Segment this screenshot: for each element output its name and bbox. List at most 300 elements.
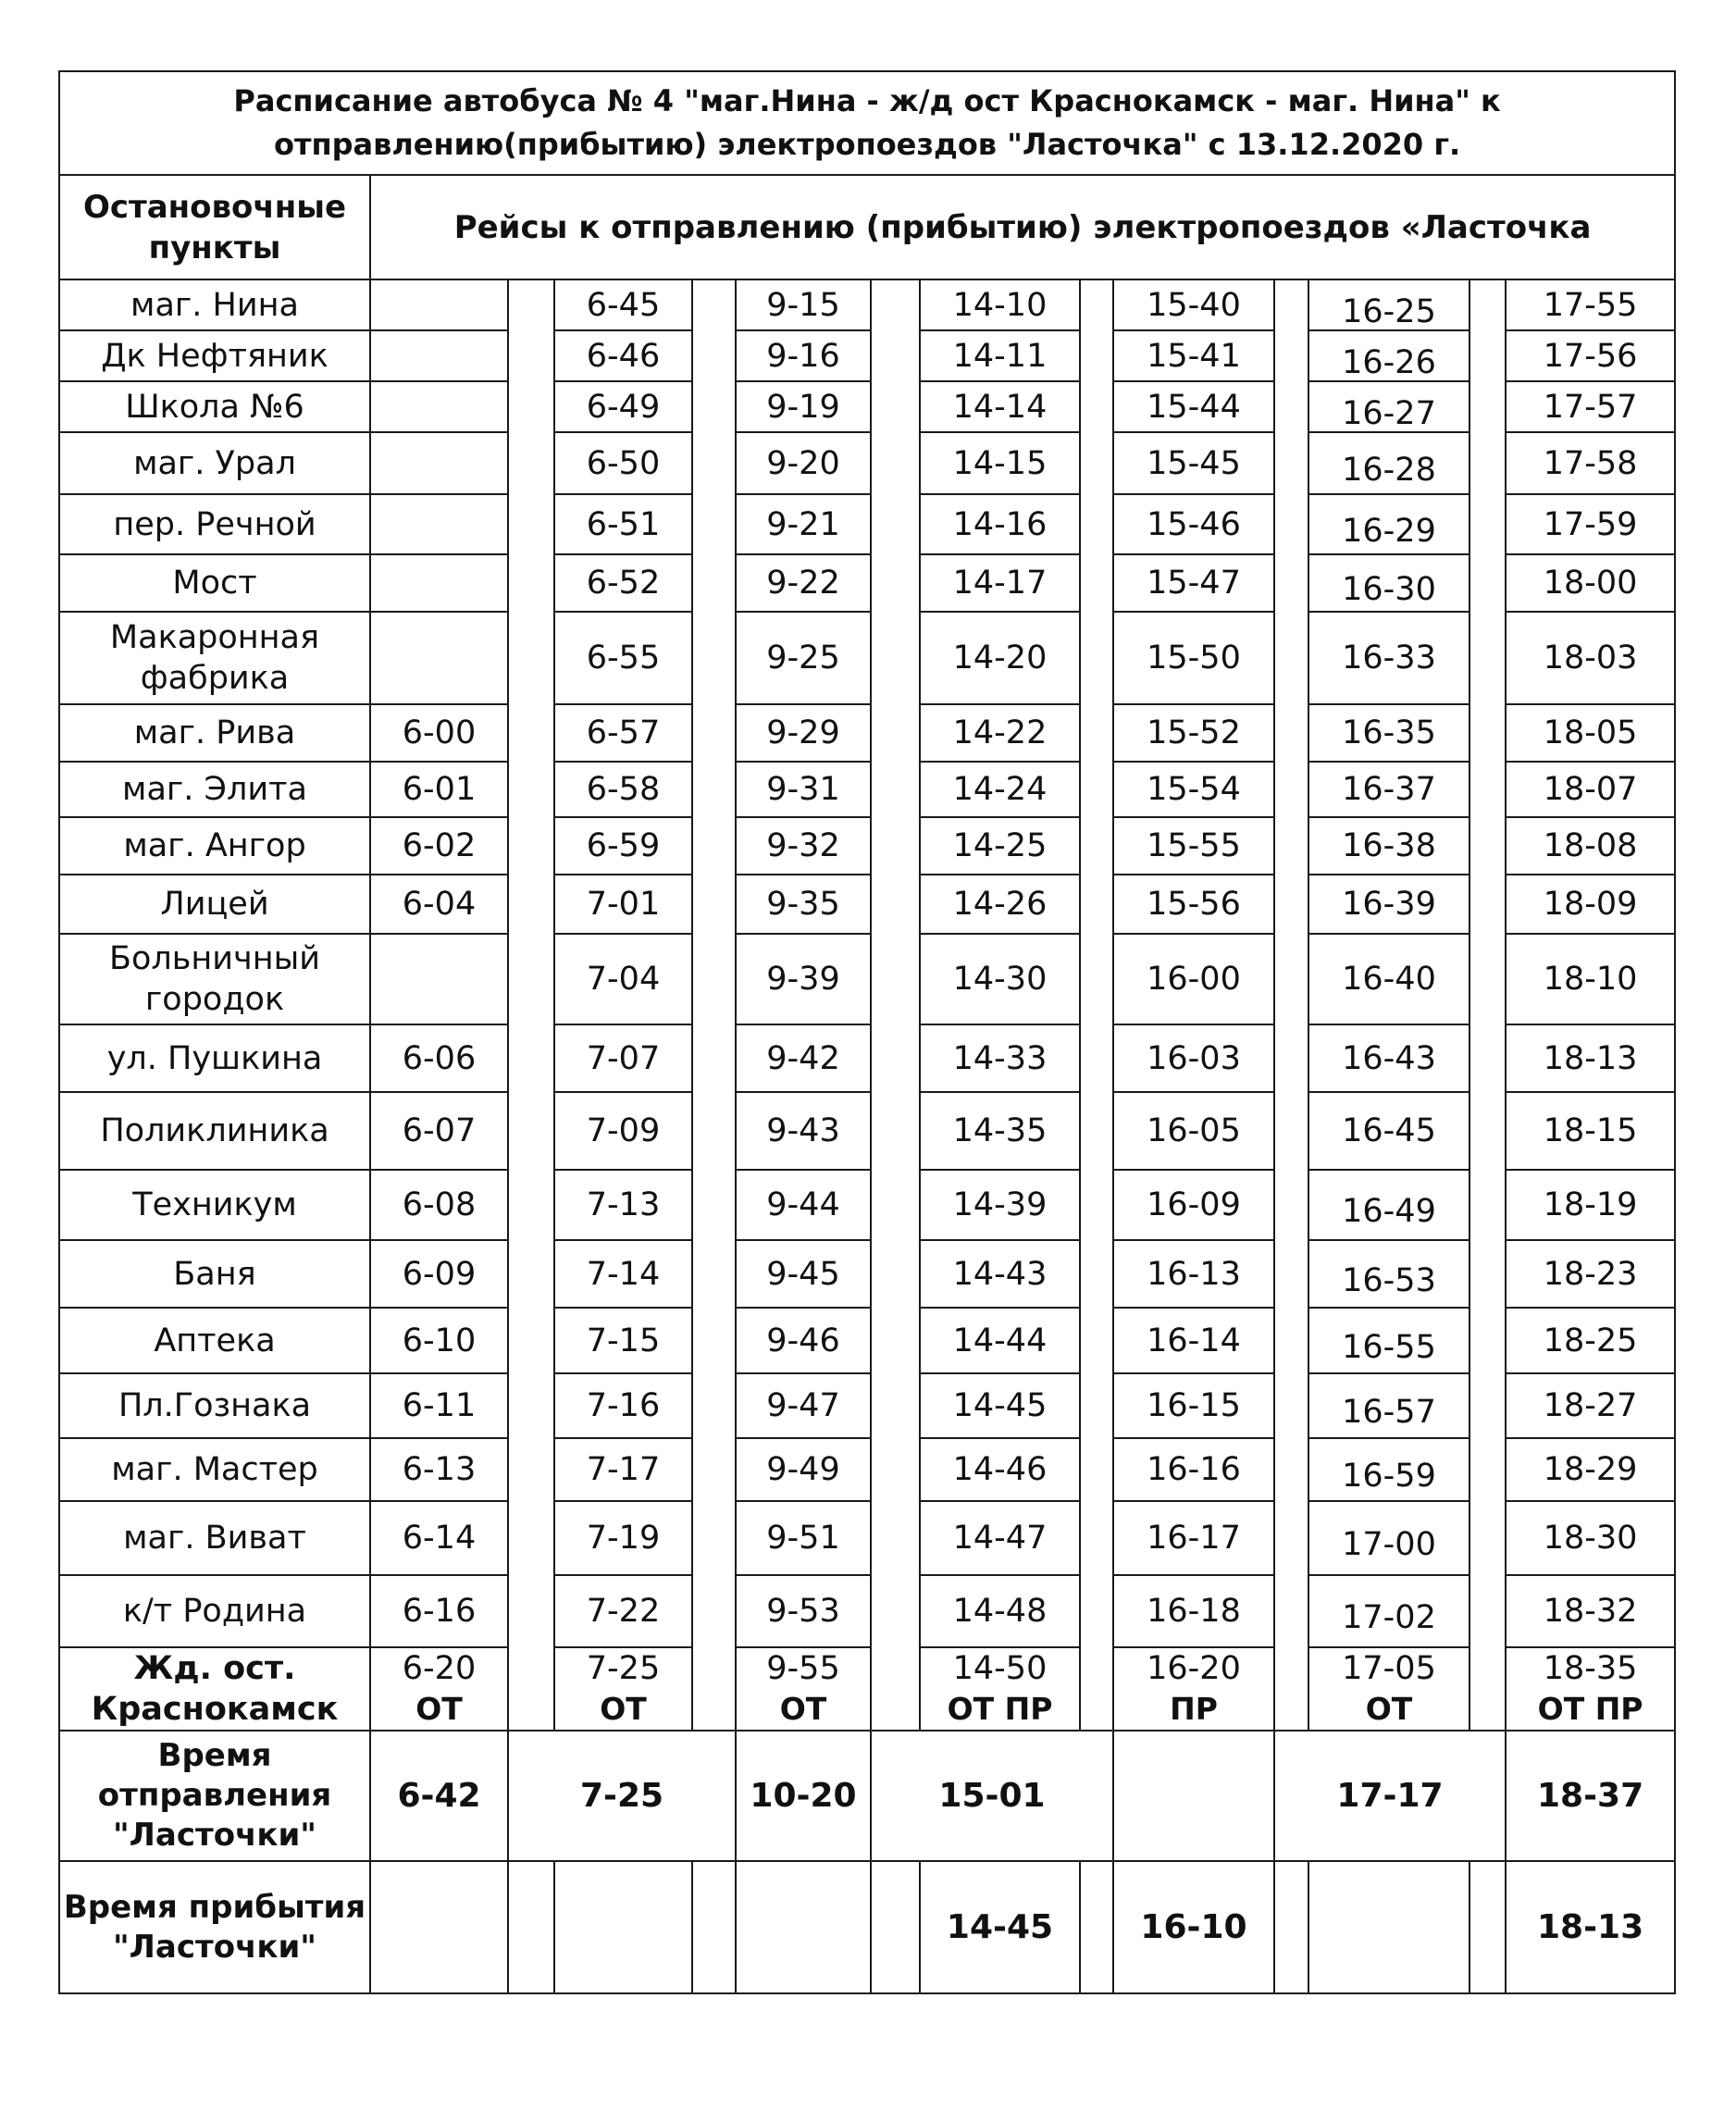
time-value: 14-45 xyxy=(952,1387,1048,1424)
time-cell xyxy=(554,612,692,704)
time-cell xyxy=(1113,934,1274,1024)
time-cell xyxy=(1506,704,1675,762)
time-cell xyxy=(736,1092,871,1170)
time-value: 15-46 xyxy=(1147,505,1241,543)
time-cell xyxy=(370,1438,508,1501)
time-cell xyxy=(370,1024,508,1092)
time-cell xyxy=(1506,494,1675,554)
time-value: 16-55 xyxy=(1342,1328,1436,1366)
time-value: 17-58 xyxy=(1543,444,1638,482)
time-cell xyxy=(554,1308,692,1373)
time-value: 16-45 xyxy=(1342,1112,1436,1149)
table-row xyxy=(59,494,1675,554)
time-value: 6-45 xyxy=(586,286,661,324)
time-value: 14-10 xyxy=(952,286,1048,324)
stop-name: Пл.Гознака xyxy=(59,1373,370,1438)
time-cell xyxy=(554,934,692,1024)
table-row xyxy=(59,875,1675,934)
time-cell xyxy=(920,704,1080,762)
time-value: 16-26 xyxy=(1342,343,1436,381)
time-cell xyxy=(1308,1501,1469,1575)
table-row xyxy=(59,612,1675,704)
time-cell xyxy=(920,1575,1080,1647)
time-cell xyxy=(1113,817,1274,875)
time-value: 7-17 xyxy=(586,1451,661,1488)
stop-name: маг. Рива xyxy=(59,704,370,762)
spacer-cell xyxy=(871,1861,920,1993)
time-cell xyxy=(554,381,692,432)
time-cell xyxy=(554,1501,692,1575)
time-value: 15-41 xyxy=(1147,337,1241,375)
time-value: 17-02 xyxy=(1342,1599,1436,1636)
time-cell xyxy=(1506,1373,1675,1438)
time-value: 16-00 xyxy=(1147,961,1241,998)
time-value: 7-22 xyxy=(586,1593,661,1630)
time-cell xyxy=(1113,1170,1274,1240)
time-value: 17-57 xyxy=(1543,388,1638,426)
time-value: 16-29 xyxy=(1342,512,1436,550)
time-value: 14-20 xyxy=(952,639,1048,676)
stop-name: маг. Виват xyxy=(59,1501,370,1575)
time-value: 9-22 xyxy=(766,565,840,602)
time-value: 14-25 xyxy=(952,827,1048,864)
time-cell xyxy=(920,1024,1080,1092)
time-cell xyxy=(554,330,692,381)
arrival-time xyxy=(370,1861,508,1993)
trips-column-header: Рейсы к отправлению (прибытию) электропоездов «Ласточка xyxy=(370,175,1675,279)
station-time: 16-20 xyxy=(1113,1647,1274,1689)
table-row xyxy=(59,1575,1675,1647)
time-cell xyxy=(920,1501,1080,1575)
spacer-cell xyxy=(1080,1861,1113,1993)
time-cell xyxy=(1308,1438,1469,1501)
time-value: 16-38 xyxy=(1342,827,1436,864)
spacer-cell xyxy=(692,279,736,1731)
time-value: 14-11 xyxy=(952,337,1048,375)
time-value: 6-52 xyxy=(586,565,661,602)
time-cell xyxy=(736,1024,871,1092)
table-row xyxy=(59,762,1675,817)
time-cell xyxy=(1506,1092,1675,1170)
time-value: 9-21 xyxy=(766,505,840,543)
time-value: 6-57 xyxy=(586,714,661,751)
time-value: 9-25 xyxy=(766,639,840,676)
time-cell xyxy=(920,817,1080,875)
station-time: 14-50 xyxy=(920,1647,1080,1689)
spacer-cell xyxy=(871,279,920,1731)
time-value: 7-07 xyxy=(586,1039,661,1077)
time-value: 16-59 xyxy=(1342,1458,1436,1495)
time-value: 14-30 xyxy=(952,961,1048,998)
time-cell xyxy=(920,1373,1080,1438)
time-value: 18-05 xyxy=(1543,714,1638,751)
time-value: 17-00 xyxy=(1342,1526,1436,1563)
time-value: 18-09 xyxy=(1543,886,1638,923)
spacer-cell xyxy=(508,279,554,1731)
time-cell xyxy=(370,494,508,554)
table-row xyxy=(59,1170,1675,1240)
time-cell xyxy=(736,1373,871,1438)
table-row xyxy=(59,381,1675,432)
time-cell xyxy=(1308,381,1469,432)
direction-code: ОТ xyxy=(370,1689,508,1731)
time-value: 6-07 xyxy=(402,1112,477,1149)
time-cell xyxy=(920,330,1080,381)
departure-time: 18-37 xyxy=(1506,1731,1675,1861)
time-value: 16-25 xyxy=(1342,292,1436,330)
time-cell xyxy=(736,934,871,1024)
spacer-cell xyxy=(508,1861,554,1993)
time-cell xyxy=(1308,762,1469,817)
time-cell xyxy=(370,1373,508,1438)
time-value: 17-59 xyxy=(1543,505,1638,543)
time-cell xyxy=(370,1575,508,1647)
time-value: 16-39 xyxy=(1342,886,1436,923)
time-cell xyxy=(920,1438,1080,1501)
time-cell xyxy=(1113,1501,1274,1575)
time-value: 15-47 xyxy=(1147,565,1241,602)
stop-name: Техникум xyxy=(59,1170,370,1240)
time-value: 6-04 xyxy=(402,886,477,923)
time-cell xyxy=(554,762,692,817)
station-time: 18-35 xyxy=(1506,1647,1675,1689)
time-value: 16-14 xyxy=(1147,1322,1241,1359)
time-cell xyxy=(736,554,871,612)
time-cell xyxy=(736,612,871,704)
time-cell xyxy=(370,817,508,875)
time-value: 9-35 xyxy=(766,886,840,923)
station-time: 7-25 xyxy=(554,1647,692,1689)
table-row xyxy=(59,704,1675,762)
time-value: 15-40 xyxy=(1147,286,1241,324)
time-cell xyxy=(370,1092,508,1170)
time-cell xyxy=(554,432,692,494)
time-cell xyxy=(554,1575,692,1647)
time-cell xyxy=(1308,612,1469,704)
time-cell xyxy=(1113,762,1274,817)
time-value: 15-52 xyxy=(1147,714,1241,751)
time-cell xyxy=(1506,432,1675,494)
time-cell xyxy=(370,704,508,762)
time-value: 18-19 xyxy=(1543,1186,1638,1223)
time-cell xyxy=(920,1240,1080,1308)
time-value: 14-26 xyxy=(952,886,1048,923)
time-cell xyxy=(1113,1092,1274,1170)
time-value: 14-39 xyxy=(952,1186,1048,1223)
time-cell xyxy=(370,934,508,1024)
time-cell xyxy=(554,279,692,330)
direction-code: ОТ ПР xyxy=(1506,1689,1675,1731)
time-value: 16-18 xyxy=(1147,1593,1241,1630)
time-cell xyxy=(1506,934,1675,1024)
spacer-cell xyxy=(1469,279,1506,1731)
time-value: 6-55 xyxy=(586,639,661,676)
stop-name: маг. Мастер xyxy=(59,1438,370,1501)
direction-code: ОТ ПР xyxy=(920,1689,1080,1731)
time-cell xyxy=(554,554,692,612)
stop-name: к/т Родина xyxy=(59,1575,370,1647)
stop-name: Школа №6 xyxy=(59,381,370,432)
time-value: 6-46 xyxy=(586,337,661,375)
time-cell xyxy=(370,1240,508,1308)
time-value: 6-10 xyxy=(402,1322,477,1359)
header-row xyxy=(59,175,1675,279)
departure-time: 7-25 xyxy=(508,1731,736,1861)
time-cell xyxy=(736,432,871,494)
time-cell xyxy=(1506,1501,1675,1575)
table-row xyxy=(59,1501,1675,1575)
departure-time: 10-20 xyxy=(736,1731,871,1861)
time-value: 15-54 xyxy=(1147,771,1241,808)
time-value: 18-03 xyxy=(1543,639,1638,676)
time-value: 16-37 xyxy=(1342,771,1436,808)
time-value: 18-08 xyxy=(1543,827,1638,864)
arrival-time xyxy=(736,1861,871,1993)
arrival-time: 16-10 xyxy=(1113,1861,1274,1993)
time-value: 7-04 xyxy=(586,961,661,998)
table-row xyxy=(59,1240,1675,1308)
time-value: 16-09 xyxy=(1147,1186,1241,1223)
time-cell xyxy=(920,1308,1080,1373)
time-value: 18-29 xyxy=(1543,1451,1638,1488)
time-cell xyxy=(1506,1438,1675,1501)
time-value: 6-08 xyxy=(402,1186,477,1223)
table-row xyxy=(59,279,1675,330)
time-value: 9-51 xyxy=(766,1520,840,1557)
time-cell xyxy=(1113,279,1274,330)
time-value: 7-09 xyxy=(586,1112,661,1149)
time-cell xyxy=(1308,432,1469,494)
time-value: 14-33 xyxy=(952,1039,1048,1077)
time-cell xyxy=(920,554,1080,612)
time-cell xyxy=(370,875,508,934)
table-row xyxy=(59,554,1675,612)
time-cell xyxy=(736,1170,871,1240)
time-value: 16-40 xyxy=(1342,961,1436,998)
time-cell xyxy=(920,279,1080,330)
time-value: 7-13 xyxy=(586,1186,661,1223)
time-value: 9-39 xyxy=(766,961,840,998)
arrival-time: 18-13 xyxy=(1506,1861,1675,1993)
time-value: 6-01 xyxy=(402,771,477,808)
time-cell xyxy=(1308,330,1469,381)
time-value: 16-05 xyxy=(1147,1112,1241,1149)
time-cell xyxy=(1506,612,1675,704)
table-row xyxy=(59,1024,1675,1092)
time-value: 18-00 xyxy=(1543,565,1638,602)
time-value: 9-47 xyxy=(766,1387,840,1424)
time-value: 15-55 xyxy=(1147,827,1241,864)
table-row xyxy=(59,330,1675,381)
time-cell xyxy=(370,330,508,381)
time-value: 15-44 xyxy=(1147,388,1241,426)
time-cell xyxy=(1506,1024,1675,1092)
time-cell xyxy=(1308,494,1469,554)
time-value: 6-14 xyxy=(402,1520,477,1557)
time-cell xyxy=(736,279,871,330)
time-cell xyxy=(736,494,871,554)
time-value: 16-33 xyxy=(1342,639,1436,676)
time-cell xyxy=(1113,554,1274,612)
time-cell xyxy=(554,1170,692,1240)
time-cell xyxy=(736,381,871,432)
time-value: 6-51 xyxy=(586,505,661,543)
time-cell xyxy=(920,875,1080,934)
time-value: 18-07 xyxy=(1543,771,1638,808)
time-cell xyxy=(554,1240,692,1308)
time-cell xyxy=(1506,381,1675,432)
time-cell xyxy=(1113,381,1274,432)
time-value: 16-16 xyxy=(1147,1451,1241,1488)
direction-code: ПР xyxy=(1113,1689,1274,1731)
time-value: 14-43 xyxy=(952,1255,1048,1293)
time-cell xyxy=(1113,875,1274,934)
time-cell xyxy=(1506,1240,1675,1308)
time-cell xyxy=(1506,1170,1675,1240)
table-row xyxy=(59,1373,1675,1438)
time-cell xyxy=(920,934,1080,1024)
time-cell xyxy=(1506,330,1675,381)
spacer-cell xyxy=(1080,279,1113,1731)
time-cell xyxy=(1113,1308,1274,1373)
time-value: 18-13 xyxy=(1543,1039,1638,1077)
time-value: 18-10 xyxy=(1543,961,1638,998)
departure-time: 17-17 xyxy=(1274,1731,1506,1861)
stop-name: Мост xyxy=(59,554,370,612)
departure-time: 15-01 xyxy=(871,1731,1113,1861)
time-cell xyxy=(1308,817,1469,875)
station-time: 17-05 xyxy=(1308,1647,1469,1689)
time-value: 16-30 xyxy=(1342,571,1436,608)
stop-name: маг. Нина xyxy=(59,279,370,330)
time-cell xyxy=(920,1092,1080,1170)
bus-schedule-table xyxy=(58,70,1676,1994)
time-value: 16-53 xyxy=(1342,1261,1436,1299)
time-value: 7-16 xyxy=(586,1387,661,1424)
time-value: 9-44 xyxy=(766,1186,840,1223)
time-cell xyxy=(920,1170,1080,1240)
stop-name: Аптека xyxy=(59,1308,370,1373)
time-cell xyxy=(554,875,692,934)
departure-time xyxy=(1113,1731,1274,1861)
table-row xyxy=(59,1438,1675,1501)
time-cell xyxy=(1506,554,1675,612)
time-cell xyxy=(1113,1373,1274,1438)
time-cell xyxy=(1308,1373,1469,1438)
time-value: 6-00 xyxy=(402,714,477,751)
time-cell xyxy=(920,494,1080,554)
time-cell xyxy=(1113,1024,1274,1092)
time-value: 15-50 xyxy=(1147,639,1241,676)
time-value: 9-29 xyxy=(766,714,840,751)
time-cell xyxy=(920,381,1080,432)
direction-code: ОТ xyxy=(554,1689,692,1731)
time-value: 16-17 xyxy=(1147,1520,1241,1557)
time-value: 16-13 xyxy=(1147,1255,1241,1293)
schedule-title: Расписание автобуса № 4 "маг.Нина - ж/д ост Краснокамск - маг. Нина" к отправлению(прибытию) электропоездов "Ласточка" с 13.12.2020 г. xyxy=(59,71,1675,175)
time-value: 15-56 xyxy=(1147,886,1241,923)
time-cell xyxy=(736,762,871,817)
time-value: 16-35 xyxy=(1342,714,1436,751)
time-value: 7-19 xyxy=(586,1520,661,1557)
time-value: 18-30 xyxy=(1543,1520,1638,1557)
time-cell xyxy=(554,817,692,875)
arrival-time xyxy=(1308,1861,1469,1993)
spacer-cell xyxy=(1274,1861,1308,1993)
arrival-time: 14-45 xyxy=(920,1861,1080,1993)
time-value: 6-59 xyxy=(586,827,661,864)
table-row xyxy=(59,1092,1675,1170)
time-value: 14-17 xyxy=(952,565,1048,602)
time-cell xyxy=(1308,1024,1469,1092)
time-cell xyxy=(1308,554,1469,612)
time-cell xyxy=(1308,1092,1469,1170)
time-value: 16-27 xyxy=(1342,394,1436,432)
time-cell xyxy=(1113,1240,1274,1308)
time-value: 9-42 xyxy=(766,1039,840,1077)
time-value: 6-11 xyxy=(402,1387,477,1424)
time-value: 16-28 xyxy=(1342,451,1436,489)
time-cell xyxy=(1506,1308,1675,1373)
time-value: 18-27 xyxy=(1543,1387,1638,1424)
time-value: 9-43 xyxy=(766,1112,840,1149)
stop-name: Больничный городок xyxy=(59,934,370,1024)
time-cell xyxy=(1506,1575,1675,1647)
time-cell xyxy=(1506,762,1675,817)
table-row xyxy=(59,1308,1675,1373)
time-cell xyxy=(370,762,508,817)
stop-name: маг. Элита xyxy=(59,762,370,817)
time-cell xyxy=(920,762,1080,817)
time-cell xyxy=(370,1308,508,1373)
time-cell xyxy=(736,1575,871,1647)
spacer-cell xyxy=(692,1861,736,1993)
time-cell xyxy=(1308,875,1469,934)
time-value: 9-32 xyxy=(766,827,840,864)
station-time: 9-55 xyxy=(736,1647,871,1689)
time-cell xyxy=(1308,934,1469,1024)
arrival-row xyxy=(59,1861,1675,1993)
time-value: 16-49 xyxy=(1342,1193,1436,1230)
time-value: 16-57 xyxy=(1342,1394,1436,1431)
time-cell xyxy=(370,432,508,494)
time-cell xyxy=(736,704,871,762)
station-row xyxy=(59,1647,1675,1689)
stop-name: Поликлиника xyxy=(59,1092,370,1170)
stop-name: Дк Нефтяник xyxy=(59,330,370,381)
time-value: 17-56 xyxy=(1543,337,1638,375)
time-value: 15-45 xyxy=(1147,444,1241,482)
time-value: 17-55 xyxy=(1543,286,1638,324)
time-cell xyxy=(736,330,871,381)
arrival-time xyxy=(554,1861,692,1993)
time-value: 6-16 xyxy=(402,1593,477,1630)
stop-name: пер. Речной xyxy=(59,494,370,554)
time-value: 6-09 xyxy=(402,1255,477,1293)
stop-name: Лицей xyxy=(59,875,370,934)
time-cell xyxy=(1308,1575,1469,1647)
time-cell xyxy=(554,494,692,554)
time-cell xyxy=(554,1438,692,1501)
time-value: 16-15 xyxy=(1147,1387,1241,1424)
stop-name: ул. Пушкина xyxy=(59,1024,370,1092)
time-value: 6-49 xyxy=(586,388,661,426)
time-cell xyxy=(554,1373,692,1438)
time-cell xyxy=(370,612,508,704)
time-cell xyxy=(920,612,1080,704)
table-row xyxy=(59,817,1675,875)
spacer-cell xyxy=(1274,279,1308,1731)
